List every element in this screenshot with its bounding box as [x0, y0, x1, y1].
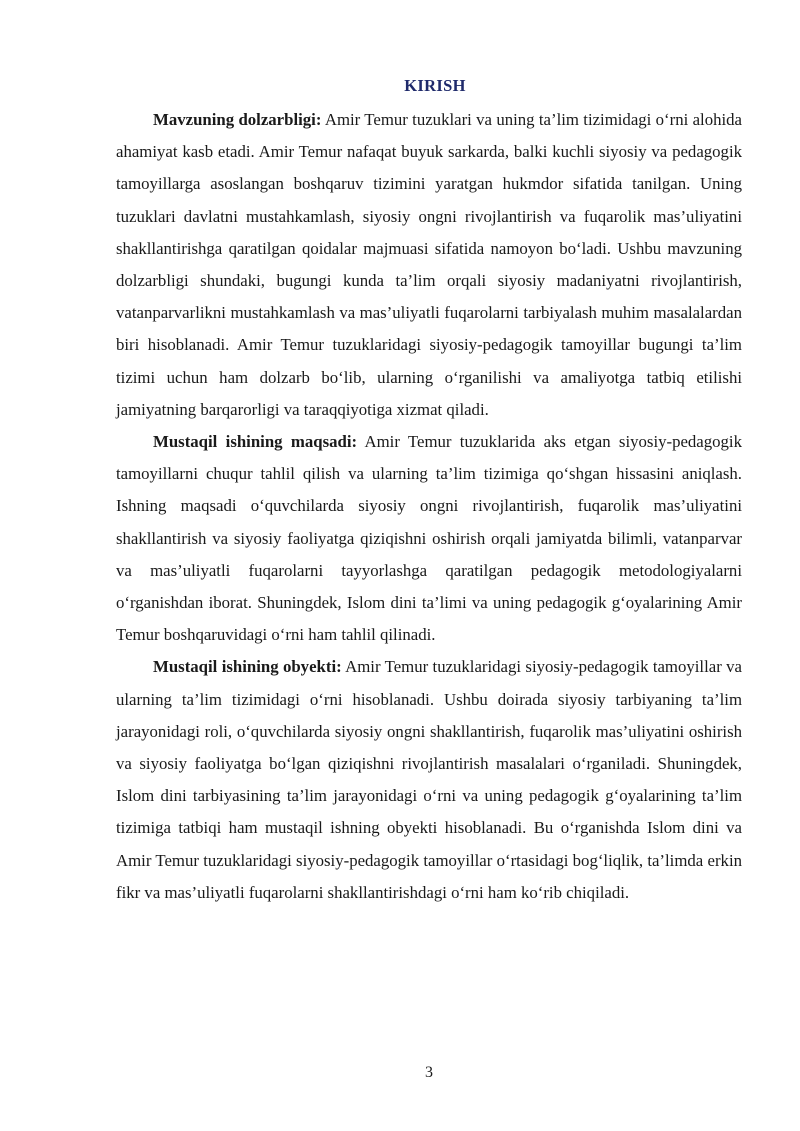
paragraph-lead: Mustaqil ishining maqsadi: [153, 432, 358, 452]
paragraph-goal [116, 426, 742, 651]
page-number: 3 [425, 1064, 433, 1081]
paragraph-text: Amir Temur tuzuklaridagi siyosiy-pedagogik tamoyillar va ularning ta’lim tizimidagi o‘rni hisoblanadi. Ushbu doirada siyosiy tarbiyaning ta’lim jarayonidagi roli, o‘quvchilarda siyosiy ongni shakllantirish, fuqarolik mas’uliyatini oshirish va siyosiy faoliyatga bo‘lgan qiziqishni rivojlantirish masalalari o‘rganiladi. Shuningdek, Islom dini tarbiyasining ta’lim jarayonidagi o‘rni va uning pedagogik g‘oyalarining ta’lim tizimiga tatbiqi ham mustaqil ishning obyekti hisoblanadi. Bu o‘rganishda Islom dini va Amir Temur tuzuklaridagi siyosiy-pedagogik tamoyillar o‘rtasidagi bog‘liqlik, ta’limda erkin fikr va mas’uliyatli fuqarolarni shakllantirishdagi o‘rni ham ko‘rib chiqiladi. [116, 657, 742, 902]
paragraph-object [116, 651, 742, 909]
paragraph-lead: Mavzuning dolzarbligi: [153, 110, 322, 129]
paragraph-lead: Mustaqil ishining obyekti: [153, 657, 342, 677]
section-heading: KIRISH [404, 76, 466, 95]
paragraph-text: Amir Temur tuzuklarida aks etgan siyosiy-pedagogik tamoyillarni chuqur tahlil qilish va ularning ta’lim tizimiga qo‘shgan hissasini aniqlash. Ishning maqsadi o‘quvchilarda siyosiy ongni rivojlantirish, fuqarolik mas’uliyatini shakllantirish va siyosiy faoliyatga qiziqishni oshirish orqali jamiyatda bilimli, vatanparvar va mas’uliyatli fuqarolarni tayyorlashga qaratilgan pedagogik metodologiyalarni o‘rganishdan iborat. Shuningdek, Islom dini ta’limi va uning pedagogik g‘oyalarining Amir Temur boshqaruvidagi o‘rni ham tahlil qilinadi. [116, 432, 742, 645]
paragraph-relevance [116, 104, 742, 426]
paragraph-text: Amir Temur tuzuklari va uning ta’lim tizimidagi o‘rni alohida ahamiyat kasb etadi. Amir Temur nafaqat buyuk sarkarda, balki kuchli siyosiy va pedagogik tamoyillarga asoslangan boshqaruv tizimini yaratgan hukmdor sifatida tanilgan. Uning tuzuklari davlatni mustahkamlash, siyosiy ongni rivojlantirish va fuqarolik mas’uliyatini shakllantirishga qaratilgan qoidalar majmuasi sifatida namoyon bo‘ladi. Ushbu mavzuning dolzarbligi shundaki, bugungi kunda ta’lim orqali siyosiy madaniyatni rivojlantirish, vatanparvarlikni mustahkamlash va mas’uliyatli fuqarolarni tarbiyalash muhim masalalardan biri hisoblanadi. Amir Temur tuzuklaridagi siyosiy-pedagogik tamoyillar bugungi ta’lim tizimi uchun ham dolzarb bo‘lib, ularning o‘rganilishi va amaliyotga tatbiq etilishi jamiyatning barqarorligi va taraqqiyotiga xizmat qiladi. [116, 110, 742, 419]
body-text [116, 104, 742, 909]
